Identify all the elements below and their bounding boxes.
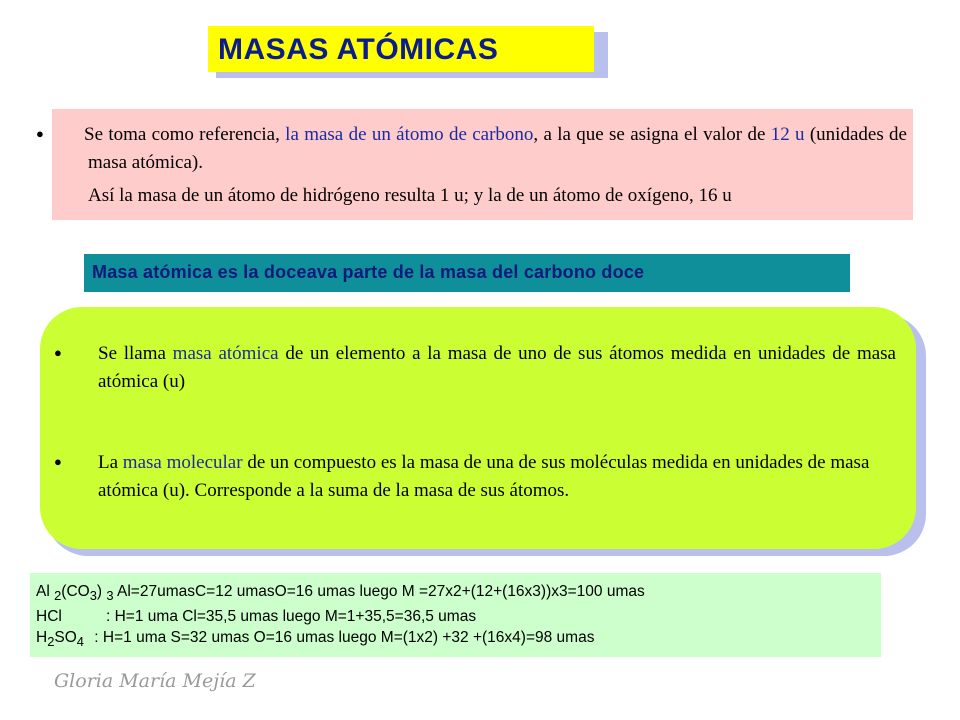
example-sulfuric-acid — [36, 627, 881, 652]
examples-box — [30, 573, 881, 657]
example-text: (CO — [61, 583, 90, 600]
author-signature: Gloria María Mejía Z — [54, 670, 256, 692]
bullet-icon: ● — [36, 126, 44, 141]
definition-text: Masa atómica es la doceava parte de la masa del carbono doce — [92, 262, 645, 282]
concepts-box — [40, 307, 916, 549]
bullet-icon: ● — [54, 454, 62, 469]
example-aluminum-carbonate — [36, 581, 881, 606]
subscript: 3 — [89, 588, 97, 604]
reference-text-pre: Se toma como referencia, — [84, 124, 286, 145]
atomic-mass-paragraph — [54, 339, 896, 396]
subscript: 4 — [76, 634, 84, 650]
subscript: 3 — [106, 588, 114, 604]
reference-box — [36, 109, 913, 220]
reference-text-post: , a la que se asigna el valor de — [533, 124, 771, 145]
molecular-pre: La — [98, 452, 123, 473]
atomic-post: de un elemento a la masa de uno de sus átomos medida en unidades de masa atómica (u) — [98, 343, 896, 392]
reference-text-end: (unidades de masa atómica). — [88, 124, 907, 173]
example-text: Al=27umasC=12 umasO=16 umas luego M =27x2+(12+(16x3))x3=100 umas — [113, 583, 645, 600]
subscript: 2 — [47, 634, 55, 650]
reference-line-2: Así la masa de un átomo de hidrógeno resulta 1 u; y la de un átomo de oxígeno, 16 u — [88, 185, 732, 206]
bullet-icon: ● — [54, 345, 62, 360]
example-text: ) — [96, 583, 107, 600]
reference-highlight: la masa de un átomo de carbono — [285, 124, 534, 145]
example-text: : H=1 uma S=32 umas O=16 umas luego M=(1x2) +32 +(16x4)=98 umas — [89, 629, 595, 647]
example-text: Al — [36, 583, 55, 600]
molecular-mass-paragraph — [54, 448, 896, 505]
example-text: H — [36, 629, 48, 647]
title-box — [208, 26, 594, 72]
example-hcl — [36, 606, 881, 627]
molecular-post: de un compuesto es la masa de una de sus moléculas medida en unidades de masa atómica (u). Corresponde a la suma de la masa de sus átomos. — [98, 452, 870, 501]
page-title: MASAS ATÓMICAS — [218, 33, 499, 66]
example-text: SO — [54, 629, 77, 647]
atomic-term: masa atómica — [172, 343, 279, 364]
definition-banner — [84, 254, 850, 292]
subscript: 2 — [54, 588, 62, 604]
atomic-pre: Se llama — [98, 343, 173, 364]
reference-line-1 — [36, 120, 907, 177]
reference-value: 12 u — [770, 124, 805, 145]
example-formula: HCl — [36, 608, 62, 626]
example-text: : H=1 uma Cl=35,5 umas luego M=1+35,5=36,5 umas — [106, 608, 477, 626]
molecular-term: masa molecular — [122, 452, 243, 473]
